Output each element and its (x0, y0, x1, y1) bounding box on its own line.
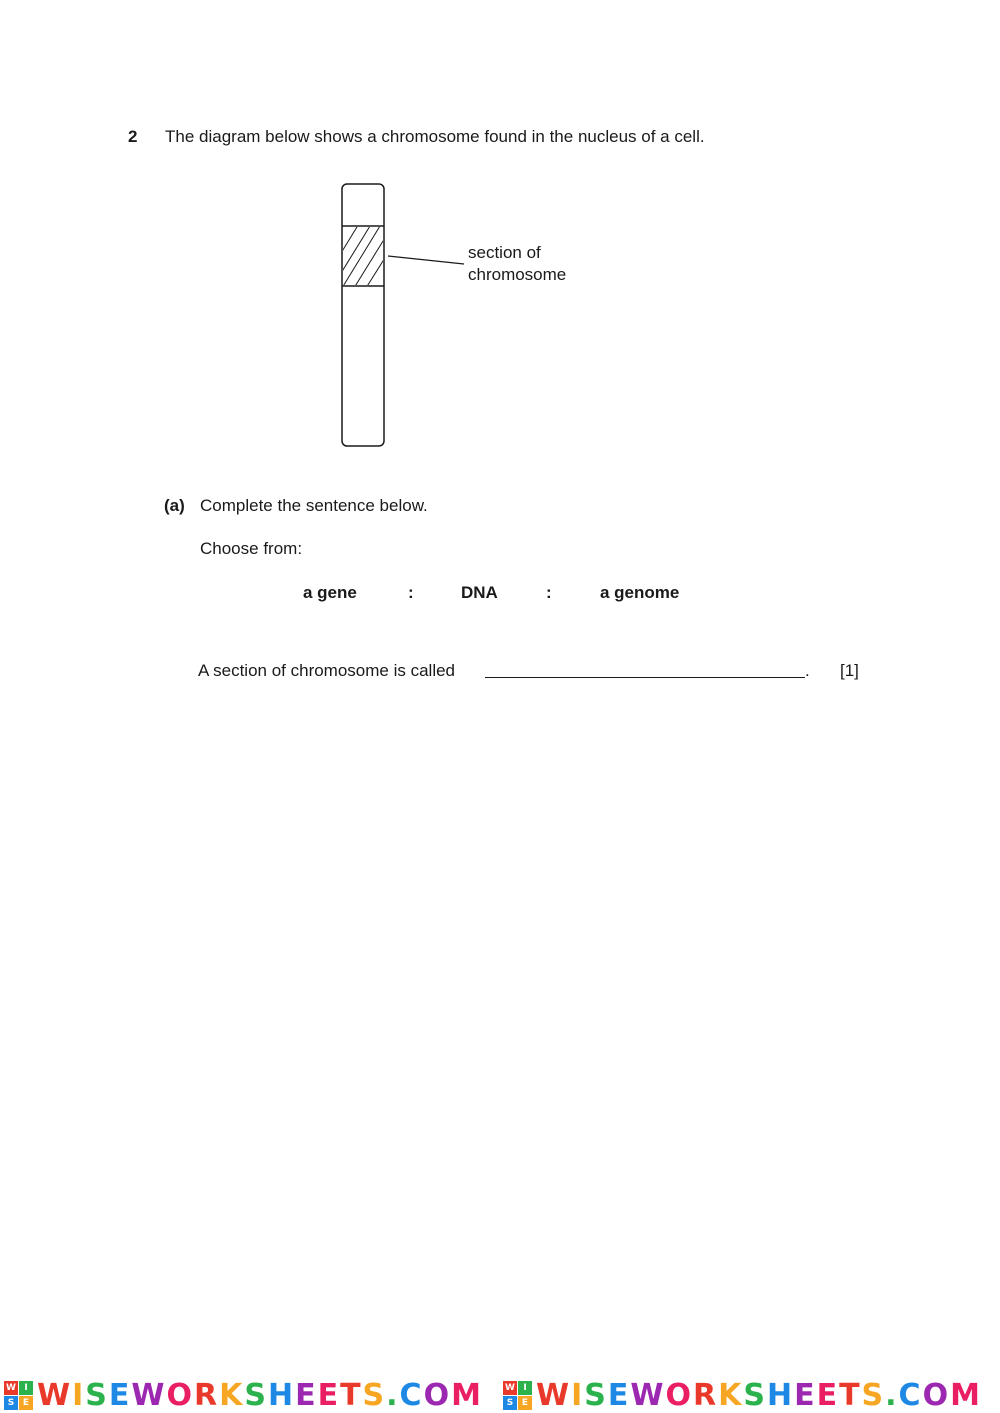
option-separator: : (546, 583, 552, 602)
choose-from-label: Choose from: (200, 539, 303, 558)
option-separator: : (408, 583, 414, 602)
brand-watermark (4, 1378, 483, 1413)
brand-logo-icon: W I S E (503, 1381, 532, 1410)
option-a-genome: a genome (600, 583, 680, 602)
sentence-period: . (805, 661, 810, 680)
chromosome-diagram (330, 178, 590, 453)
label-leader-line (388, 256, 464, 264)
brand-logo-icon: W I S E (4, 1381, 33, 1410)
question-text: The diagram below shows a chromosome found in the nucleus of a cell. (165, 127, 705, 146)
chromosome-body (342, 184, 384, 446)
brand-watermark (503, 1378, 982, 1413)
option-dna: DNA (461, 583, 498, 602)
marks-label: [1] (840, 661, 859, 680)
footer-banner (0, 1378, 1000, 1413)
part-a-id: (a) (164, 496, 185, 515)
answer-sentence: A section of chromosome is called (198, 661, 456, 680)
answer-blank-line[interactable] (485, 677, 805, 678)
brand-text: WISEWORKSHEETS.COM (536, 1378, 982, 1413)
question-number: 2 (128, 127, 138, 146)
brand-text: WISEWORKSHEETS.COM (37, 1378, 483, 1413)
part-a-instruction: Complete the sentence below. (200, 496, 428, 515)
option-a-gene: a gene (303, 583, 357, 602)
diagram-label-line2: chromosome (468, 265, 567, 284)
diagram-label-line1: section of (468, 243, 541, 262)
